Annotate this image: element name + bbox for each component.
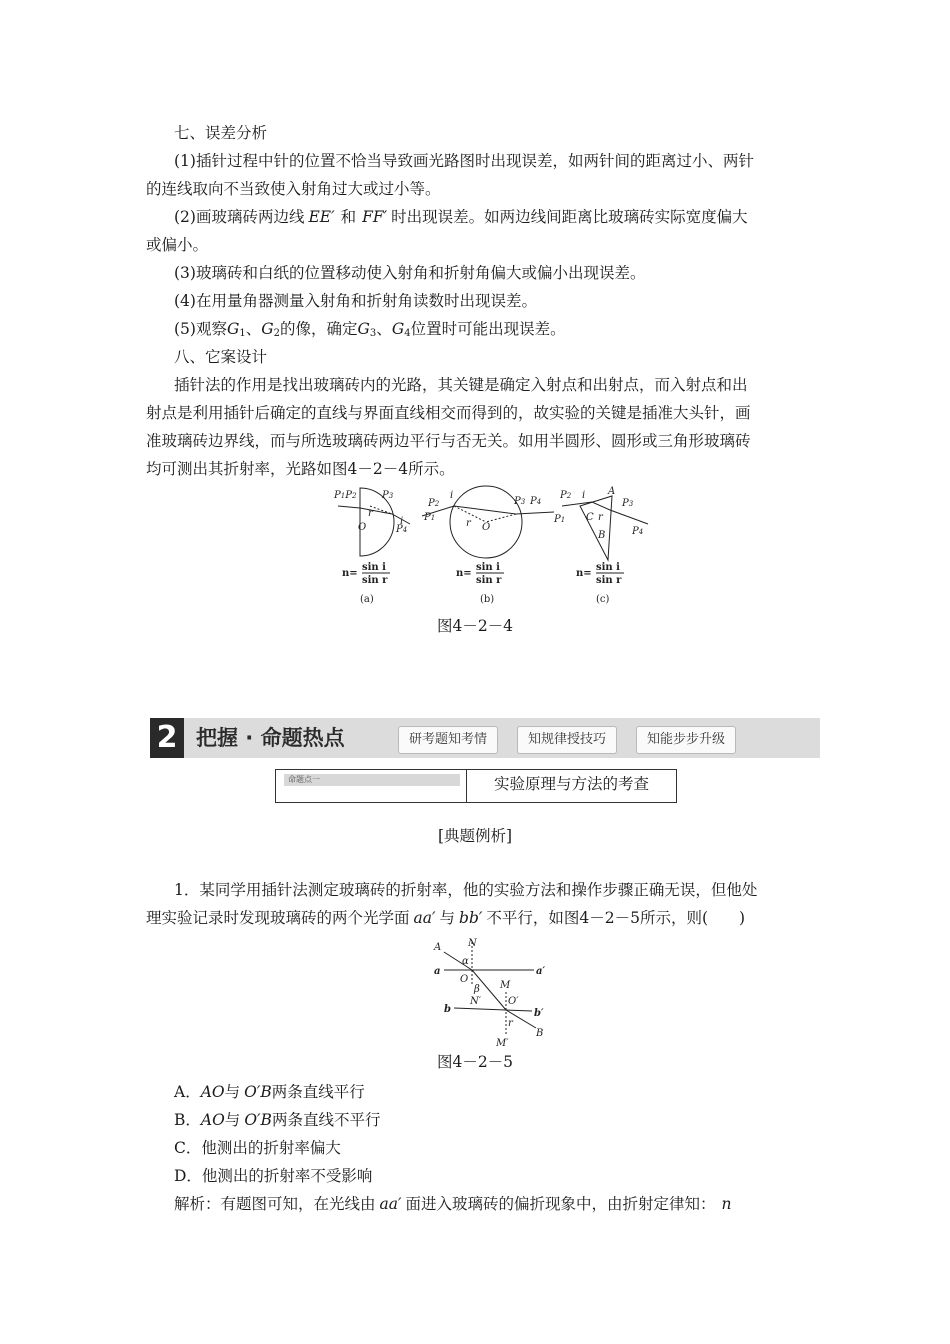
- b-sin-r: sin r: [476, 575, 502, 586]
- option-b-ob: O′B: [244, 1111, 272, 1129]
- c-sin-r: sin r: [596, 575, 622, 586]
- question-line2-pre: 理实验记录时发现玻璃砖的两个光学面: [146, 909, 410, 927]
- a-i: i: [400, 516, 404, 527]
- item2-ff: FF′: [362, 208, 388, 226]
- analysis-aa: aa′: [379, 1195, 402, 1213]
- item5-s3: 3: [369, 328, 377, 339]
- example-heading: [典题例析]: [437, 827, 513, 845]
- b-s2: 2: [434, 500, 440, 508]
- c-p1: P: [554, 514, 561, 525]
- f5-B: B: [536, 1028, 544, 1039]
- option-b-pre: B．: [174, 1111, 201, 1129]
- a-p4: P: [396, 524, 403, 535]
- tag-research: 研考题知考情: [398, 726, 498, 754]
- figure-4-2-5: [430, 936, 560, 1052]
- section8-line3: 准玻璃砖边界线，而与所选玻璃砖两边平行与否无关。如用半圆形、圆形或三角形玻璃砖: [146, 432, 751, 450]
- section8-heading: 八、它案设计: [174, 348, 268, 366]
- item5-mid: 的像，确定: [280, 320, 358, 338]
- option-a-mid: 与: [224, 1083, 241, 1101]
- figure-4-2-4: [330, 484, 660, 610]
- section7-item3: (3)玻璃砖和白纸的位置移动使入射角和折射角偏大或偏小出现误差。: [174, 264, 646, 282]
- section7-item4: (4)在用量角器测量入射角和折射角读数时出现误差。: [174, 292, 537, 310]
- f5-r: r: [508, 1018, 513, 1029]
- a-sin-r: sin r: [362, 575, 388, 586]
- b-p4: P: [530, 496, 537, 507]
- c-s2: 2: [566, 492, 572, 500]
- b-p2: P: [428, 498, 435, 509]
- figure-4-2-5-caption: 图4－2－5: [436, 1053, 514, 1071]
- surface-bb: [454, 1008, 532, 1011]
- section7-item2-line2: 或偏小。: [146, 236, 209, 254]
- b-s3: 3: [520, 498, 526, 506]
- c-formula-n: n=: [576, 568, 592, 579]
- question-line2: [146, 904, 745, 932]
- tag-rules: 知规律授技巧: [517, 726, 617, 754]
- f5-b: b: [444, 1004, 451, 1015]
- b-i: i: [450, 490, 454, 501]
- c-p2: P: [560, 490, 567, 501]
- section7-item1-line1: (1)插针过程中针的位置不恰当导致画光路图时出现误差，如两针间的距离过小、两针: [174, 152, 754, 170]
- item5-sep1: 、: [245, 320, 262, 338]
- question-line2-post: 不平行，如图4－2－5所示，则( ): [486, 909, 746, 927]
- a-s2: 2: [351, 492, 357, 500]
- f5-O-prime: O′: [508, 996, 519, 1007]
- option-c[interactable]: C．他测出的折射率偏大: [174, 1139, 341, 1157]
- ray-b: [422, 506, 554, 516]
- item5-g1: G: [226, 320, 240, 338]
- topic-box: [275, 769, 677, 803]
- item2-ee: EE′: [308, 208, 335, 226]
- svg-text:P1: [423, 512, 435, 523]
- banner-title: 把握 · 命题热点: [196, 726, 345, 750]
- f5-a: a: [434, 966, 441, 977]
- section7-heading: 七、误差分析: [174, 124, 268, 142]
- f5-A: A: [434, 942, 442, 953]
- a-o: O: [358, 522, 367, 533]
- c-sin-i: sin i: [596, 562, 620, 573]
- ray-c: [562, 502, 648, 524]
- fig-label-c: (c): [596, 594, 610, 605]
- f5-beta: β: [474, 984, 480, 995]
- item5-sep2: 、: [376, 320, 392, 338]
- option-a-ao: AO: [200, 1083, 225, 1101]
- question-line2-mid: 与: [439, 909, 456, 927]
- f5-b-prime: b′: [534, 1008, 544, 1019]
- f5-O: O: [460, 974, 469, 985]
- b-s4: 4: [536, 498, 542, 506]
- f5-M-prime: M′: [496, 1038, 509, 1049]
- b-p3: P: [514, 496, 521, 507]
- option-a[interactable]: [174, 1078, 365, 1106]
- topic-left-cell: [276, 770, 467, 802]
- a-p1: P: [334, 490, 341, 501]
- tag-skills: 知能步步升级: [636, 726, 736, 754]
- svg-text:P2: [559, 490, 572, 501]
- topic-label: 命题点一: [284, 774, 460, 786]
- f5-M: M: [500, 980, 511, 991]
- c-A: A: [608, 486, 616, 497]
- f5-N: N: [468, 938, 477, 949]
- c-r: r: [598, 512, 603, 523]
- option-b-ao: AO: [200, 1111, 225, 1129]
- option-a-pre: A．: [174, 1083, 201, 1101]
- svg-text:P1P2: [333, 490, 357, 501]
- item5-g3: G: [357, 320, 370, 338]
- c-C: C: [586, 512, 594, 523]
- triangle-glass: [580, 496, 612, 560]
- option-b-mid: 与: [224, 1111, 241, 1129]
- section7-item2-line1: [174, 203, 748, 231]
- a-s1: 1: [340, 492, 346, 500]
- analysis-line: [174, 1190, 732, 1218]
- svg-text:P4: [631, 526, 643, 537]
- section7-item1-line2: 的连线取向不当致使入射角过大或过小等。: [146, 180, 441, 198]
- item5-s2: 2: [273, 328, 281, 339]
- analysis-n: n: [721, 1195, 732, 1213]
- a-s3: 3: [388, 492, 394, 500]
- option-b[interactable]: [174, 1106, 380, 1134]
- fig-label-b: (b): [480, 594, 495, 605]
- item2-pre: (2)画玻璃砖两边线: [174, 208, 305, 226]
- a-p3: P: [382, 490, 389, 501]
- figure-4-2-4-caption: 图4－2－4: [436, 617, 514, 635]
- item2-post: 时出现误差。如两边线间距离比玻璃砖实际宽度偏大: [391, 208, 748, 226]
- svg-text:P3: [513, 496, 526, 507]
- svg-text:P2: [427, 498, 440, 509]
- f5-a-prime: a′: [536, 966, 546, 977]
- b-formula-n: n=: [456, 568, 472, 579]
- c-s4: 4: [638, 528, 644, 536]
- question-line1: 1．某同学用插针法测定玻璃砖的折射率，他的实验方法和操作步骤正确无误，但他处: [174, 881, 758, 899]
- item5-pre: (5)观察: [174, 320, 227, 338]
- item5-s4: 4: [404, 328, 411, 339]
- option-d[interactable]: D．他测出的折射率不受影响: [174, 1167, 373, 1185]
- a-r: r: [368, 508, 373, 519]
- topic-title: 实验原理与方法的考查: [493, 775, 649, 793]
- svg-text:P3: [381, 490, 394, 501]
- section8-line4: 均可测出其折射率，光路如图4－2－4所示。: [146, 460, 455, 478]
- item2-and: 和: [340, 208, 357, 226]
- option-a-post: 两条直线平行: [271, 1083, 365, 1101]
- b-sin-i: sin i: [476, 562, 500, 573]
- option-a-ob: O′B: [244, 1083, 272, 1101]
- c-s1: 1: [560, 516, 566, 524]
- question-bb: bb′: [459, 909, 483, 927]
- analysis-pre: 解析：有题图可知，在光线由: [174, 1195, 376, 1213]
- item5-g4: G: [391, 320, 405, 338]
- b-s1: 1: [430, 514, 436, 522]
- svg-text:P3: [621, 498, 634, 509]
- b-r: r: [466, 518, 471, 529]
- c-B: B: [598, 530, 606, 541]
- svg-text:P1: [553, 514, 565, 525]
- item5-post: 位置时可能出现误差。: [410, 320, 566, 338]
- item5-s1: 1: [239, 328, 246, 339]
- b-p1: P: [424, 512, 431, 523]
- f5-N-prime: N′: [470, 996, 482, 1007]
- a-s4: 4: [402, 526, 408, 534]
- a-formula-n: n=: [342, 568, 358, 579]
- analysis-post: 面进入玻璃砖的偏折现象中，由折射定律知：: [405, 1195, 716, 1213]
- c-p3: P: [622, 498, 629, 509]
- section8-line2: 射点是利用插针后确定的直线与界面直线相交而得到的，故实验的关键是插准大头针，画: [146, 404, 751, 422]
- c-p4: P: [632, 526, 639, 537]
- banner-badge: 2: [150, 718, 184, 758]
- a-sin-i: sin i: [362, 562, 386, 573]
- a-p2: P: [345, 490, 352, 501]
- fig-label-a: (a): [360, 594, 374, 605]
- c-i: i: [582, 490, 586, 501]
- b-o: O: [482, 522, 491, 533]
- section8-line1: 插针法的作用是找出玻璃砖内的光路，其关键是确定入射点和出射点，而入射点和出: [174, 376, 748, 394]
- question-aa: aa′: [413, 909, 436, 927]
- f5-alpha: α: [462, 956, 469, 967]
- svg-text:P4: [529, 496, 541, 507]
- c-s3: 3: [628, 500, 634, 508]
- item5-g2: G: [261, 320, 274, 338]
- option-b-post: 两条直线不平行: [271, 1111, 381, 1129]
